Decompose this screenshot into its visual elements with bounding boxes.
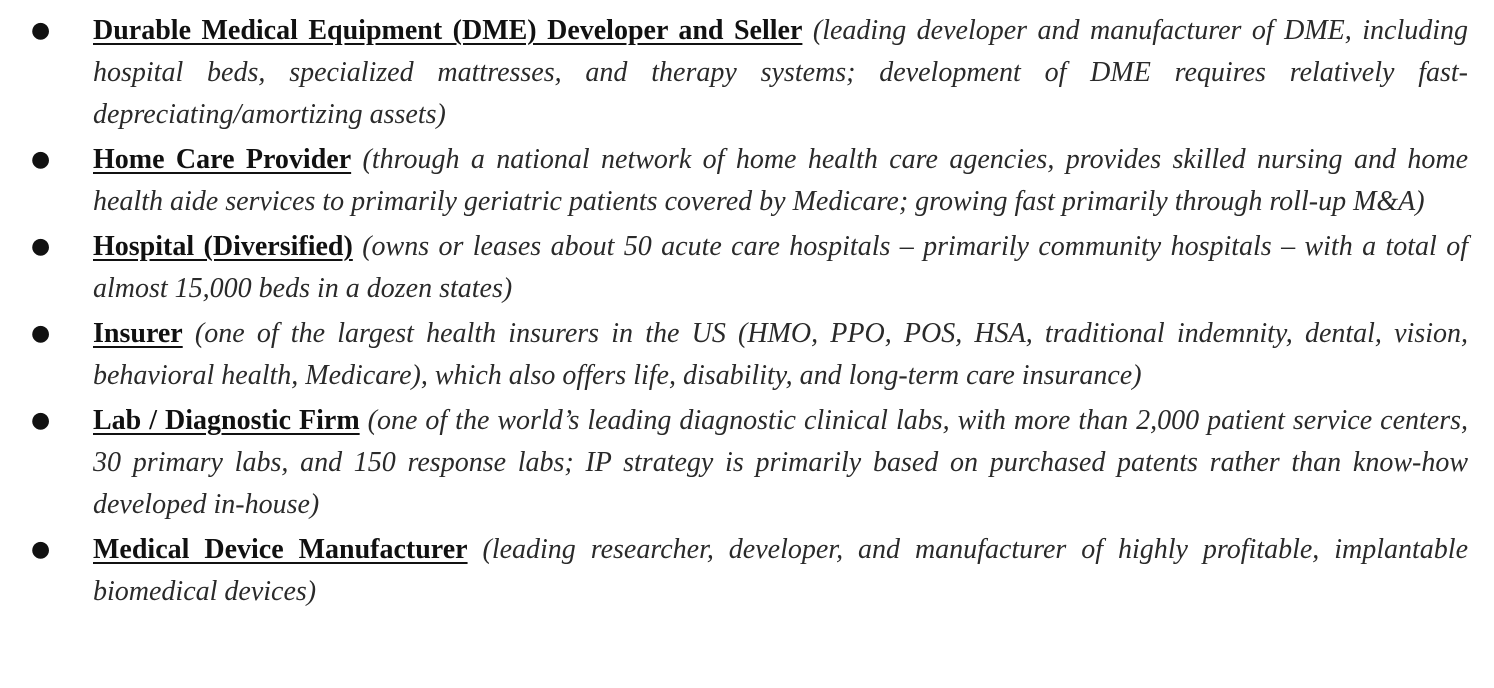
list-item-medical-device — [0, 529, 1494, 613]
item-heading: Durable Medical Equipment (DME) Developer and Seller — [93, 15, 803, 46]
item-heading: Insurer — [93, 318, 183, 349]
item-description: (leading developer and manufacturer of DME, including hospital beds, specialized mattresses, and therapy systems; development of DME requires relatively fast-depreciating/amortizing assets) — [93, 15, 1469, 130]
industry-bullet-list — [0, 10, 1494, 616]
bullet-icon: ● — [31, 234, 51, 259]
list-item-lab — [0, 400, 1494, 526]
bullet-icon: ● — [31, 321, 51, 346]
bullet-icon: ● — [31, 147, 51, 172]
bullet-icon: ● — [31, 18, 51, 43]
bullet-icon: ● — [31, 408, 51, 433]
item-description: (one of the world’s leading diagnostic clinical labs, with more than 2,000 patient service centers, 30 primary labs, and 150 response labs; IP strategy is primarily based on purchased patents rather than know-how developed in-house) — [93, 405, 1469, 520]
item-description: (one of the largest health insurers in the US (HMO, PPO, POS, HSA, traditional indemnity, dental, vision, behavioral health, Medicare), which also offers life, disability, and long-term care insurance) — [93, 318, 1468, 391]
bullet-icon: ● — [31, 537, 51, 562]
item-heading: Lab / Diagnostic Firm — [93, 405, 360, 436]
item-description: (leading researcher, developer, and manufacturer of highly profitable, implantable biomedical devices) — [93, 534, 1468, 607]
list-item-dme — [0, 10, 1494, 136]
list-item-home-care — [0, 139, 1494, 223]
item-heading: Medical Device Manufacturer — [93, 534, 468, 565]
item-description: (through a national network of home health care agencies, provides skilled nursing and home health aide services to primarily geriatric patients covered by Medicare; growing fast primarily through roll-up M&A) — [93, 144, 1469, 217]
list-item-insurer — [0, 313, 1494, 397]
item-description: (owns or leases about 50 acute care hospitals – primarily community hospitals – with a total of almost 15,000 beds in a dozen states) — [93, 231, 1468, 304]
item-heading: Hospital (Diversified) — [93, 231, 353, 262]
list-item-hospital — [0, 226, 1494, 310]
item-heading: Home Care Provider — [93, 144, 352, 175]
